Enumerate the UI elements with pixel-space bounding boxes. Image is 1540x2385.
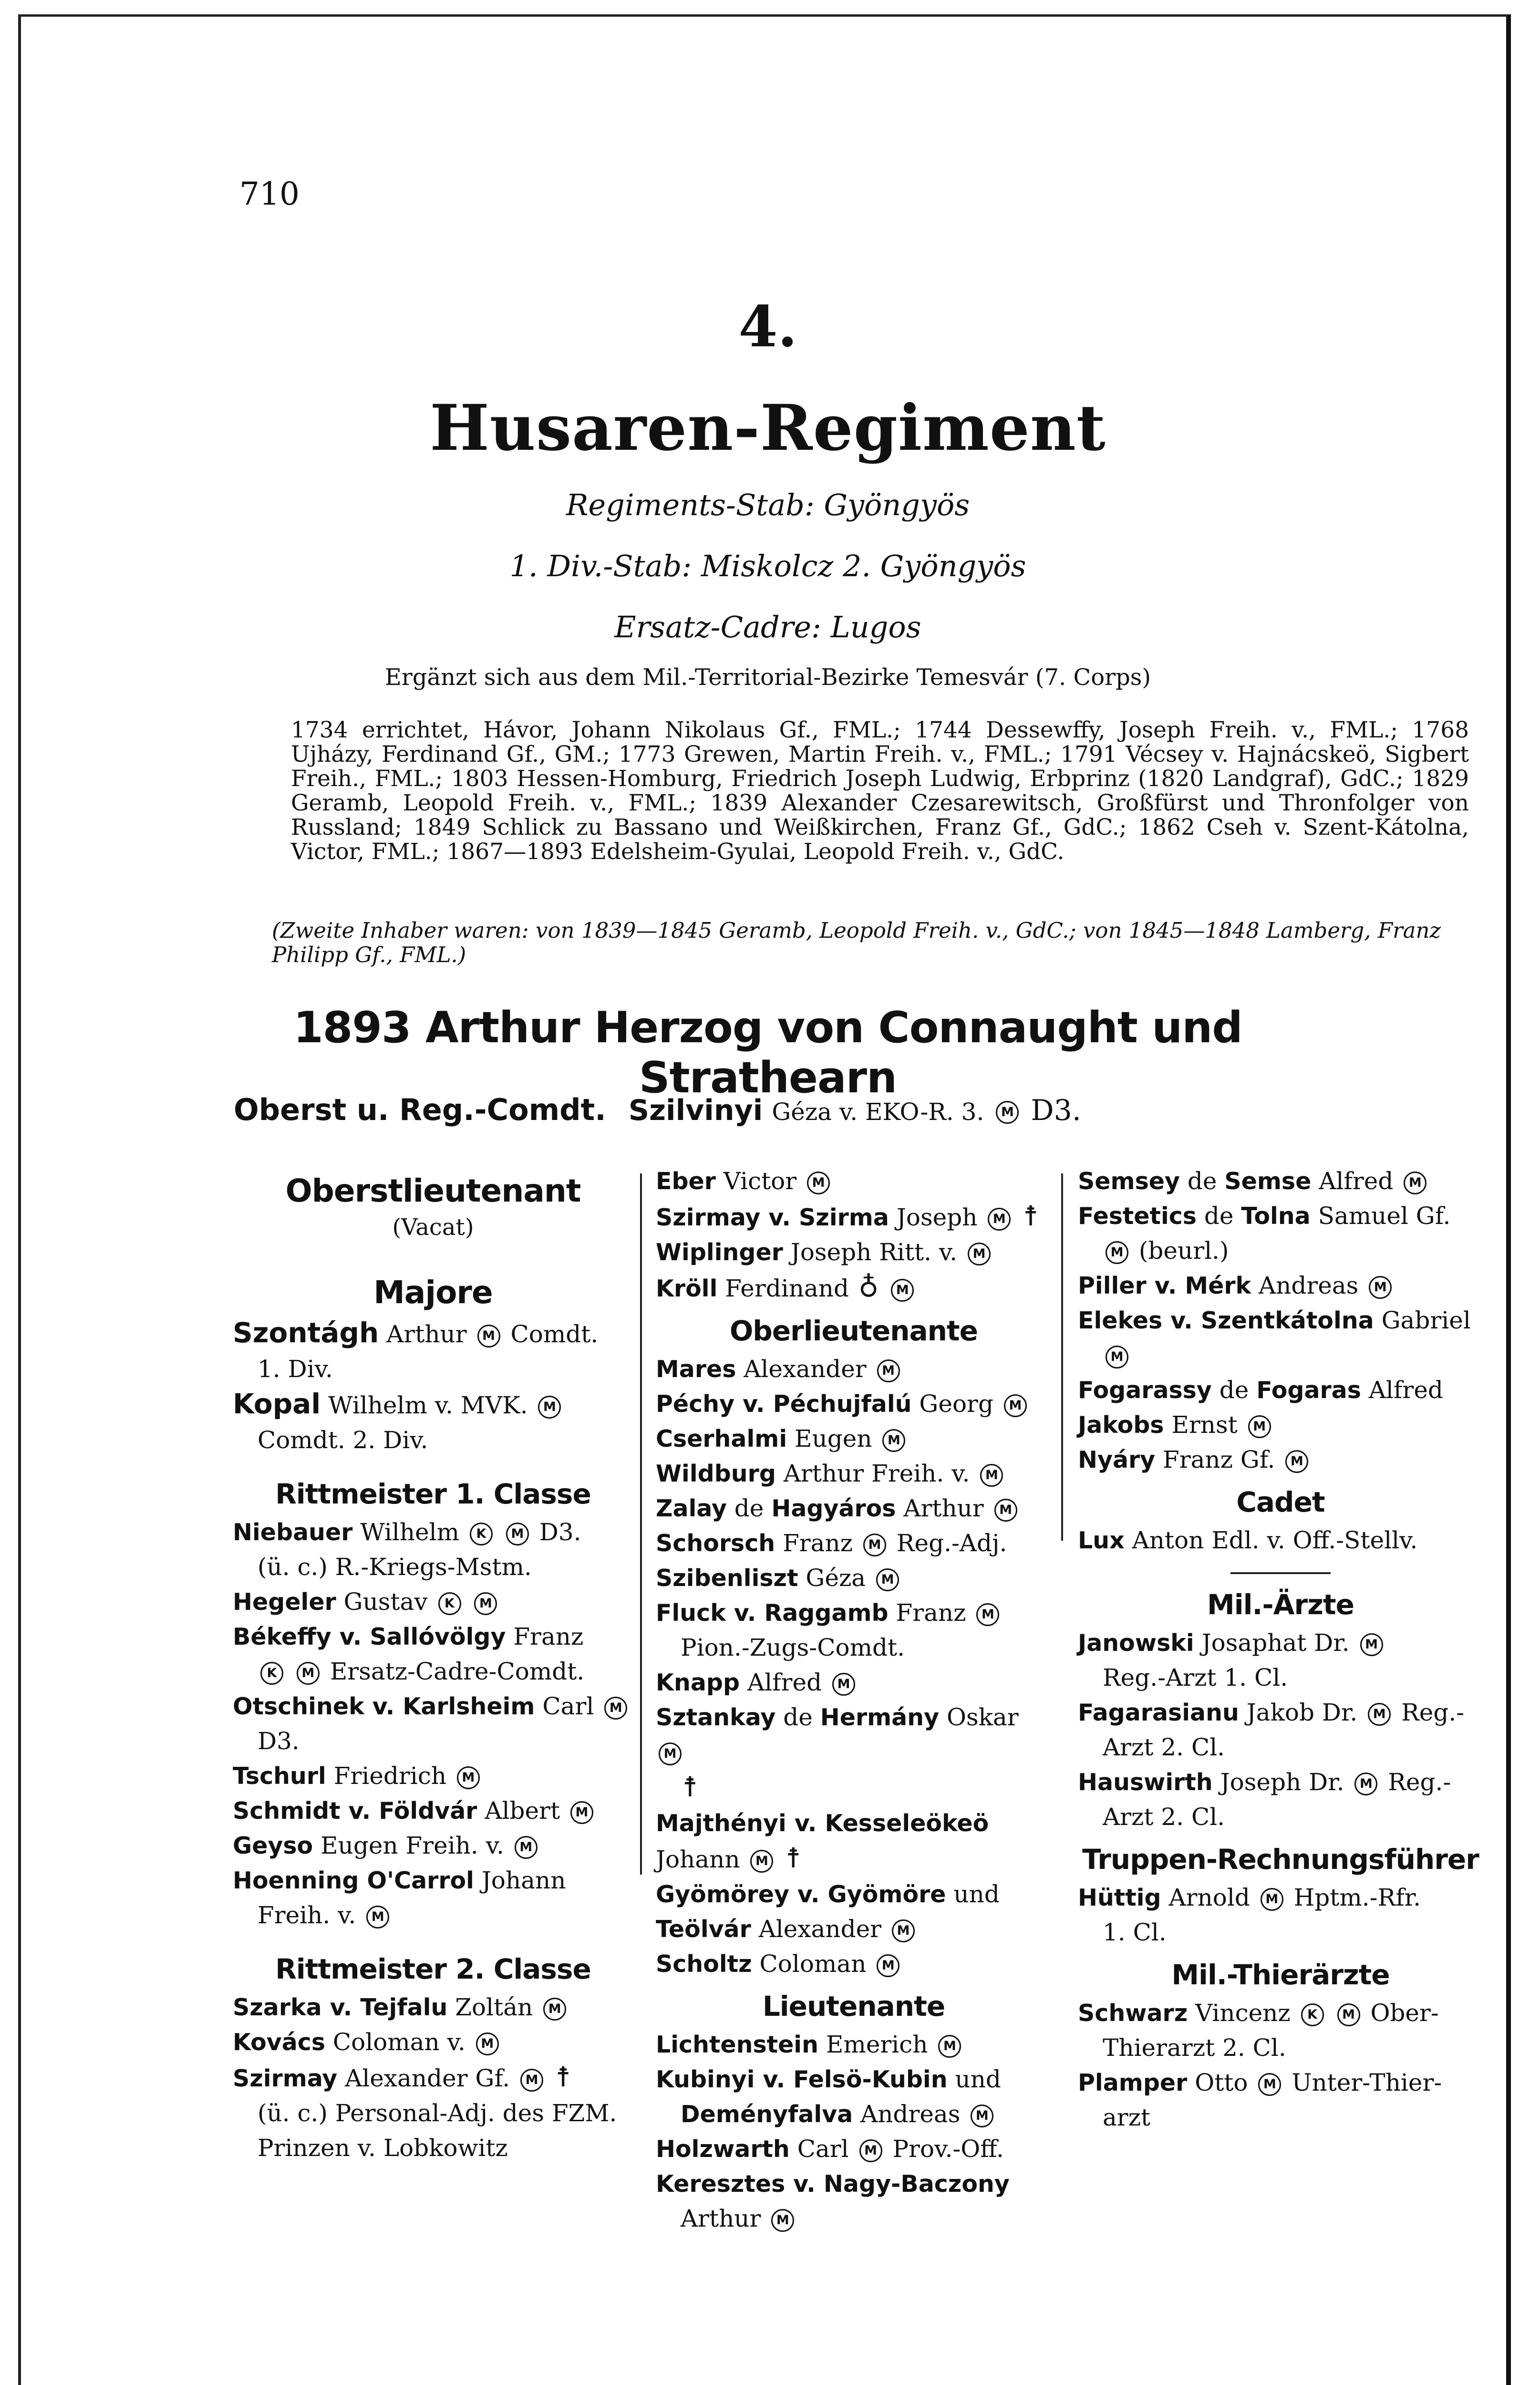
- merit-medal-icon: M: [988, 1208, 1011, 1231]
- surname: Semsey: [1078, 1168, 1180, 1195]
- role-continuation: Arzt 2. Cl.: [1103, 1803, 1225, 1831]
- given-name: Victor: [723, 1167, 797, 1195]
- given-name: Andreas: [1259, 1272, 1359, 1299]
- merit-medal-icon: M: [877, 1954, 899, 1977]
- division-stab: 1. Div.-Stab: Miskolcz 2. Gyöngyös: [509, 549, 1026, 583]
- list-item: [656, 1806, 1052, 1877]
- list-item: [656, 1164, 1052, 1199]
- role-line: [233, 1654, 633, 1689]
- k-decoration-icon: K: [438, 1592, 461, 1615]
- surname: Hoenning O'Carrol: [233, 1867, 474, 1894]
- oberst-decoration: D3.: [1031, 1094, 1081, 1127]
- given-name: Franz: [513, 1623, 584, 1650]
- section-heading-oberstlieutenant: Oberstlieutenant: [285, 1172, 581, 1209]
- decoration: D3.: [539, 1518, 581, 1546]
- surname: Hauswirth: [1078, 1769, 1213, 1796]
- merit-medal-icon: M: [506, 1523, 529, 1545]
- given-name: Friedrich: [333, 1762, 447, 1790]
- regiment-title: Husaren-Regiment: [430, 391, 1106, 465]
- given-name: Johann: [656, 1846, 740, 1873]
- surname: Hegeler: [233, 1588, 336, 1616]
- given-name: Franz: [896, 1599, 966, 1627]
- merit-medal-icon: M: [771, 2209, 794, 2232]
- surname: Cserhalmi: [656, 1425, 787, 1452]
- vacat-note: (Vacat): [392, 1214, 474, 1241]
- given-name: Samuel Gf.: [1318, 1202, 1451, 1230]
- given-name: Alfred: [1368, 1376, 1443, 1404]
- list-item: [656, 1352, 1052, 1387]
- section-heading-rittmeister-1: Rittmeister 1. Classe: [275, 1478, 591, 1510]
- role-continuation: Thierarzt 2. Cl.: [1103, 2034, 1286, 2062]
- merit-medal-icon: M: [971, 2105, 993, 2127]
- given-name: Géza: [806, 1564, 866, 1592]
- given-name: Alexander: [758, 1915, 882, 1943]
- column-divider: [1061, 1173, 1063, 1541]
- particle: und: [953, 1880, 1000, 1908]
- surname: Plamper: [1078, 2069, 1188, 2096]
- list-item: [1078, 1880, 1483, 1950]
- merit-medal-icon: M: [980, 1464, 1003, 1487]
- surname: Schwarz: [1078, 2000, 1188, 2027]
- list-item: [656, 1421, 1052, 1456]
- merit-medal-icon: M: [1004, 1394, 1027, 1417]
- list-item: [1078, 1996, 1483, 2065]
- k-decoration-icon: K: [260, 1662, 283, 1685]
- given-name: Albert: [485, 1797, 560, 1825]
- merit-medal-icon: M: [832, 1673, 855, 1696]
- merit-medal-icon: M: [750, 1850, 773, 1873]
- status: (beurl.): [1138, 1237, 1229, 1265]
- section-heading-mil-aerzte: Mil.-Ärzte: [1207, 1588, 1354, 1621]
- surname: Szibenliszt: [656, 1565, 798, 1592]
- surname: Szirmay: [233, 2065, 338, 2092]
- given-name: Arthur Freih. v.: [783, 1460, 970, 1487]
- role-continuation: arzt: [1103, 2104, 1151, 2131]
- role: Reg.-Adj.: [896, 1529, 1007, 1557]
- merit-medal-icon: M: [1368, 1703, 1391, 1726]
- decoration: D3.: [258, 1727, 300, 1755]
- given-name: Emerich: [826, 2031, 928, 2058]
- surname: Otschinek v. Karlsheim: [233, 1693, 535, 1720]
- role: Hptm.-Rfr.: [1293, 1884, 1421, 1911]
- given-name: Arthur: [386, 1320, 467, 1348]
- particle: de: [734, 1494, 764, 1522]
- oberst-details: Géza v. EKO-R. 3.: [772, 1098, 984, 1126]
- given-name: Oskar: [946, 1703, 1019, 1731]
- merit-medal-icon: M: [543, 1998, 566, 2021]
- given-name: Joseph Dr.: [1220, 1768, 1344, 1796]
- role-line: [233, 1898, 633, 1933]
- surname: Knapp: [656, 1669, 740, 1696]
- merit-medal-icon: M: [938, 2035, 961, 2058]
- regiments-stab: Regiments-Stab: Gyöngyös: [566, 487, 970, 522]
- surname: Szontágh: [233, 1317, 379, 1349]
- surname: Jakobs: [1078, 1411, 1164, 1439]
- surname: Schorsch: [656, 1530, 775, 1557]
- status-line: [1078, 1234, 1483, 1268]
- given-name: Jakob Dr.: [1246, 1699, 1358, 1726]
- order-icon: ♁: [858, 1271, 879, 1303]
- given-name: Wilhelm: [360, 1518, 460, 1546]
- merit-medal-icon: M: [297, 1662, 320, 1685]
- section-heading-thieraerzte: Mil.-Thierärzte: [1171, 1959, 1390, 1991]
- particle: de: [1219, 1376, 1249, 1404]
- list-item: [1078, 1442, 1483, 1477]
- list-item: [233, 1828, 633, 1863]
- oberst-name: Szilvinyi: [628, 1094, 763, 1127]
- role: Reg.-: [1401, 1699, 1465, 1726]
- given-name: Ernst: [1171, 1411, 1238, 1439]
- surname: Szarka v. Tejfalu: [233, 1994, 448, 2021]
- given-name: Arthur: [681, 2205, 761, 2232]
- list-item: [233, 1619, 633, 1689]
- list-item: [656, 1877, 1052, 1947]
- surname: Keresztes v. Nagy-Baczony: [656, 2170, 1010, 2198]
- role-continuation: Prinzen v. Lobkowitz: [258, 2134, 508, 2162]
- section-heading-cadet: Cadet: [1236, 1486, 1325, 1518]
- role: Reg.-Arzt 1. Cl.: [1103, 1664, 1288, 1691]
- merit-medal-icon: M: [1248, 1415, 1271, 1438]
- list-item: [656, 2167, 1052, 2236]
- merit-medal-icon: M: [968, 1243, 991, 1265]
- particle: de: [783, 1703, 813, 1731]
- merit-medal-icon: M: [807, 1172, 830, 1194]
- list-item: [233, 1585, 633, 1619]
- list-item: [656, 1947, 1052, 1981]
- given-name: Franz: [783, 1529, 853, 1557]
- merit-medal-icon: M: [1261, 1888, 1283, 1911]
- list-item: [656, 1270, 1052, 1306]
- given-name: Josaphat Dr.: [1201, 1629, 1350, 1657]
- surname: Gyömörey v. Gyömöre: [656, 1881, 946, 1908]
- surname: Holzwarth: [656, 2136, 790, 2163]
- regiment-number: 4.: [738, 293, 797, 360]
- given-name: Alfred: [1319, 1167, 1394, 1195]
- surname: Fogarassy: [1078, 1377, 1212, 1404]
- given-name: Vincenz: [1195, 1999, 1291, 2027]
- surname: Tschurl: [233, 1763, 326, 1790]
- cross-icon: ☨: [555, 2061, 571, 2093]
- merit-medal-icon: M: [1369, 1276, 1392, 1299]
- list-item: [656, 1235, 1052, 1270]
- merit-medal-icon: M: [877, 1359, 900, 1382]
- list-item: [1078, 1626, 1483, 1695]
- section-heading-majore: Majore: [373, 1274, 493, 1311]
- ersatz-cadre: Ersatz-Cadre: Lugos: [614, 610, 921, 644]
- merit-medal-icon: M: [994, 1499, 1017, 1522]
- given-name: Carl: [542, 1692, 594, 1720]
- list-item: [1078, 1373, 1483, 1408]
- given-name: Andreas: [860, 2100, 961, 2128]
- given-name: Alfred: [747, 1669, 822, 1696]
- role: (ü. c.) R.-Kriegs-Mstm.: [258, 1553, 532, 1581]
- list-item: [233, 1863, 633, 1933]
- surname: Majthényi v. Kesseleökeö: [656, 1810, 989, 1837]
- surname-part: Hagyáros: [771, 1495, 896, 1522]
- given-name: Anton Edl. v. Off.-Stellv.: [1132, 1526, 1418, 1554]
- section-heading-rittmeister-2: Rittmeister 2. Classe: [275, 1953, 591, 1985]
- merit-medal-icon: M: [604, 1697, 627, 1720]
- list-item: [656, 2027, 1052, 2062]
- role-continuation: 1. Cl.: [1103, 1918, 1167, 1946]
- recruitment-district: Ergänzt sich aus dem Mil.-Territorial-Bezirke Temesvár (7. Corps): [384, 664, 1151, 691]
- list-item: [233, 1794, 633, 1828]
- list-item: [656, 1491, 1052, 1526]
- list-item: [1078, 1268, 1483, 1303]
- surname: Hüttig: [1078, 1884, 1161, 1911]
- given-name: Gabriel: [1381, 1307, 1471, 1334]
- given-name: Wilhelm v. MVK.: [328, 1391, 528, 1419]
- surname: Piller v. Mérk: [1078, 1272, 1251, 1299]
- list-item: [233, 1759, 633, 1794]
- conjunction: und: [955, 2065, 1001, 2093]
- oberst-rank: Oberst u. Reg.-Comdt.: [234, 1092, 606, 1127]
- surname: Nyáry: [1078, 1446, 1156, 1473]
- role: Prov.-Off.: [892, 2135, 1004, 2163]
- surname-part: Semse: [1224, 1168, 1312, 1195]
- role: Unter-Thier-: [1292, 2069, 1442, 2096]
- list-item: [1078, 1408, 1483, 1442]
- marks-line: [1078, 1338, 1483, 1373]
- list-item: [656, 1526, 1052, 1561]
- surname: Wiplinger: [656, 1239, 783, 1266]
- list-item: [1078, 1765, 1483, 1835]
- given-name: Arthur: [903, 1494, 984, 1522]
- surname-part: Fogaras: [1256, 1377, 1361, 1404]
- merit-medal-icon: M: [476, 2032, 499, 2055]
- merit-medal-icon: M: [457, 1766, 480, 1789]
- oberst-row: [234, 1092, 1081, 1127]
- surname: Wildburg: [656, 1460, 776, 1487]
- role: Reg.-: [1388, 1768, 1451, 1796]
- marks-line: [656, 1770, 1052, 1806]
- merit-medal-icon: M: [570, 1801, 593, 1824]
- merit-medal-icon: M: [892, 1919, 915, 1942]
- surname: Kröll: [656, 1275, 718, 1302]
- given-name: Gustav: [343, 1588, 428, 1616]
- merit-medal-icon: M: [976, 1603, 999, 1626]
- surname-part: Deményfalva: [681, 2101, 853, 2128]
- list-item: [656, 1387, 1052, 1421]
- surname: Fluck v. Raggamb: [656, 1599, 889, 1627]
- merit-medal-icon: M: [1258, 2073, 1281, 2096]
- cross-icon: ☨: [786, 1842, 801, 1874]
- list-item: [233, 2025, 633, 2060]
- merit-medal-icon: M: [859, 2139, 882, 2162]
- given-name: Arnold: [1168, 1884, 1250, 1911]
- list-item: [1078, 1303, 1483, 1373]
- surname-part: Tolna: [1241, 1203, 1311, 1230]
- merit-medal-icon: M: [477, 1325, 500, 1348]
- merit-medal-icon: M: [863, 1534, 886, 1556]
- merit-medal-icon: M: [882, 1429, 905, 1452]
- merit-medal-icon: M: [876, 1568, 899, 1591]
- surname: Fagarasianu: [1078, 1699, 1239, 1726]
- list-item: [233, 1990, 633, 2025]
- given-name: Carl: [797, 2135, 849, 2163]
- regiment-owner: 1893 Arthur Herzog von Connaught und Strathearn: [293, 1003, 1242, 1103]
- regiment-history: 1734 errichtet, Hávor, Johann Nikolaus Gf., FML.; 1744 Dessewffy, Joseph Freih. v., FML.; 1768 Ujházy, Ferdinand Gf., GM.; 1773 Grewen, Martin Freih. v., FML.; 1791 Vécsey v. Hajnácskeö, Sigbert Freih., FML.; 1803 Hessen-Homburg, Friedrich Joseph Ludwig, Erbprinz (1820 Landgraf), GdC.; 1829 Geramb, Leopold Freih. v., FML.; 1839 Alexander Czesarewitsch, Großfürst und Thronfolger von Russland; 1849 Schlick zu Bassano und Weißkirchen, Franz Gf., GdC.; 1862 Cseh v. Szent-Kátolna, Victor, FML.; 1867—1893 Edelsheim-Gyulai, Leopold Freih. v., GdC.: [291, 717, 1469, 865]
- list-item: [656, 1665, 1052, 1700]
- merit-medal-icon: M: [1354, 1773, 1377, 1795]
- list-item: [233, 1316, 633, 1387]
- column-middle: [656, 1164, 1052, 2236]
- history-note: (Zweite Inhaber waren: von 1839—1845 Geramb, Leopold Freih. v., GdC.; von 1845—1848 Lamberg, Franz Philipp Gf., FML.): [272, 918, 1441, 967]
- surname: Péchy v. Péchujfalú: [656, 1390, 912, 1418]
- surname: Békeffy v. Sallóvölgy: [233, 1623, 506, 1650]
- list-item: [1078, 1523, 1483, 1558]
- name-continuation: [656, 2097, 1052, 2132]
- title: Freih. v.: [258, 1901, 356, 1929]
- k-decoration-icon: K: [1301, 2003, 1324, 2026]
- role: Pion.-Zugs-Comdt.: [681, 1634, 905, 1661]
- particle: de: [1204, 1202, 1234, 1230]
- role: Ober-: [1370, 1999, 1439, 2027]
- given-name: Alexander Gf.: [345, 2064, 510, 2092]
- name-continuation: [656, 2201, 1052, 2236]
- merit-medal-icon: M: [1404, 1172, 1426, 1194]
- section-heading-oberlieutenante: Oberlieutenante: [730, 1315, 978, 1347]
- list-item: [656, 1561, 1052, 1596]
- list-item: [1078, 1199, 1483, 1268]
- k-decoration-icon: K: [470, 1523, 493, 1545]
- surname: Lux: [1078, 1527, 1125, 1554]
- cross-icon: ☨: [682, 1771, 698, 1803]
- merit-medal-icon: M: [1285, 1450, 1308, 1473]
- surname: Eber: [656, 1168, 716, 1195]
- merit-medal-icon: M: [515, 1836, 537, 1859]
- given-name: Zoltán: [455, 1993, 533, 2021]
- surname: Kovács: [233, 2029, 325, 2056]
- merit-medal-icon: M: [659, 1742, 682, 1765]
- given-name: Alexander: [744, 1355, 867, 1383]
- role: Comdt.: [510, 1320, 599, 1348]
- list-item: [656, 1456, 1052, 1491]
- surname-part: Hermány: [820, 1704, 940, 1731]
- role: (ü. c.) Personal-Adj. des FZM.: [258, 2099, 617, 2127]
- merit-medal-icon: M: [474, 1592, 497, 1615]
- given-name: Georg: [919, 1390, 993, 1418]
- cross-icon: ☨: [1023, 1200, 1038, 1232]
- surname: Festetics: [1078, 1203, 1197, 1230]
- list-item: [656, 1700, 1052, 1806]
- list-item: [1078, 2065, 1483, 2135]
- given-name: Eugen: [795, 1425, 872, 1452]
- list-item: [656, 1199, 1052, 1235]
- merit-medal-icon: M: [1106, 1346, 1128, 1369]
- merit-medal-icon: M: [538, 1396, 561, 1419]
- role-continuation: Arzt 2. Cl.: [1103, 1733, 1225, 1761]
- surname: Schmidt v. Földvár: [233, 1797, 477, 1825]
- list-item: [233, 1689, 633, 1759]
- given-name: Coloman: [759, 1950, 867, 1978]
- role-continuation: Comdt. 2. Div.: [258, 1426, 428, 1454]
- surname: Szirmay v. Szirma: [656, 1204, 889, 1231]
- list-item: [656, 2062, 1052, 2132]
- given-name: Johann: [481, 1867, 566, 1894]
- column-right: [1078, 1164, 1483, 2135]
- merit-medal-icon: M: [366, 1906, 389, 1929]
- surname: Kopal: [233, 1388, 321, 1420]
- surname: Scholtz: [656, 1950, 752, 1978]
- list-item: [233, 1387, 633, 1458]
- surname: Mares: [656, 1356, 736, 1383]
- given-name: Ferdinand: [725, 1275, 849, 1302]
- surname: Sztankay: [656, 1704, 776, 1731]
- merit-medal-icon: M: [891, 1279, 914, 1302]
- particle: de: [1187, 1167, 1217, 1195]
- section-heading-lieutenante: Lieutenante: [762, 1990, 945, 2022]
- surname: Elekes v. Szentkátolna: [1078, 1307, 1374, 1334]
- given-name: Franz Gf.: [1163, 1446, 1275, 1473]
- given-name: Joseph: [896, 1203, 978, 1231]
- column-divider: [640, 1173, 642, 1875]
- column-left: [233, 1164, 633, 2166]
- section-divider: [1230, 1572, 1331, 1574]
- list-item: [656, 2132, 1052, 2167]
- list-item: [233, 1515, 633, 1585]
- role-continuation: 1. Div.: [258, 1355, 333, 1383]
- list-item: [1078, 1164, 1483, 1199]
- list-item: [233, 2060, 633, 2166]
- merit-medal-icon: M: [1106, 1241, 1128, 1264]
- surname: Geyso: [233, 1832, 313, 1859]
- given-name: Otto: [1195, 2069, 1248, 2096]
- merit-medal-icon: M: [1360, 1633, 1383, 1656]
- list-item: [1078, 1695, 1483, 1765]
- surname: Niebauer: [233, 1519, 353, 1546]
- given-name: Eugen Freih. v.: [320, 1832, 504, 1859]
- given-name: Joseph Ritt. v.: [790, 1238, 958, 1266]
- page-number: 710: [239, 176, 300, 212]
- merit-medal-icon: M: [520, 2069, 543, 2092]
- merit-medal-icon: M: [1337, 2003, 1360, 2026]
- surname: Janowski: [1078, 1629, 1194, 1657]
- merit-medal-icon: M: [996, 1101, 1019, 1124]
- given-name: Coloman v.: [332, 2028, 465, 2056]
- surname-part: Teölvár: [656, 1916, 751, 1943]
- list-item: [656, 1596, 1052, 1665]
- section-heading-rechnungsfuehrer: Truppen-Rechnungsführer: [1082, 1843, 1479, 1876]
- role: Ersatz-Cadre-Comdt.: [330, 1658, 585, 1685]
- surname: Zalay: [656, 1495, 727, 1522]
- surname: Lichtenstein: [656, 2031, 818, 2058]
- surname: Kubinyi v. Felsö-Kubin: [656, 2066, 948, 2093]
